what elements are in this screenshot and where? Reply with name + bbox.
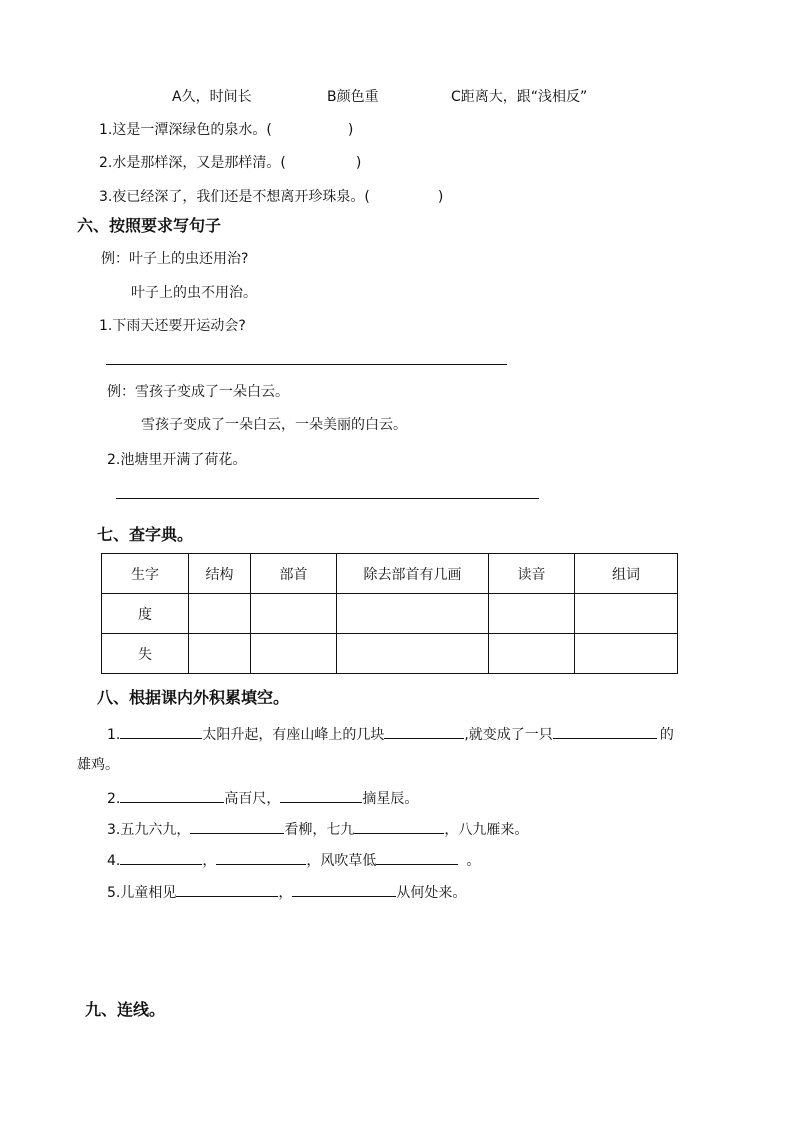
header-cell: 生字 — [102, 554, 189, 594]
answer-cell[interactable] — [251, 594, 337, 634]
section-nine-title: 九、连线。 — [85, 1000, 166, 1019]
char-cell: 失 — [102, 634, 189, 674]
char-cell: 度 — [102, 594, 189, 634]
answer-line[interactable] — [106, 364, 507, 365]
fill-text: 5.儿童相见 — [107, 885, 177, 901]
fill-text: 4. — [107, 853, 121, 869]
answer-cell[interactable] — [337, 594, 489, 634]
fill-line-four — [107, 850, 480, 870]
answer-cell[interactable] — [251, 634, 337, 674]
example-two-answer: 雪孩子变成了一朵白云，一朵美丽的白云。 — [141, 417, 407, 433]
question-close: ) — [355, 155, 362, 171]
question-two: 2.池塘里开满了荷花。 — [107, 452, 247, 468]
fill-text: 。 — [466, 853, 481, 869]
fill-text: 从何处来。 — [396, 885, 467, 901]
fill-line-one — [107, 724, 674, 744]
fill-text: 高百尺， — [224, 791, 281, 807]
fill-blank[interactable] — [120, 724, 202, 739]
table-row — [102, 634, 678, 674]
header-cell: 组词 — [575, 554, 678, 594]
example-one-label: 例：叶子上的虫还用治? — [101, 251, 249, 267]
fill-blank[interactable] — [120, 788, 224, 803]
fill-line-one-continued: 雄鸡。 — [77, 757, 119, 773]
question-text: 1.这是一潭深绿色的泉水。( — [99, 122, 272, 138]
fill-blank[interactable] — [280, 788, 362, 803]
example-one-answer: 叶子上的虫不用治。 — [131, 285, 257, 301]
fill-blank[interactable] — [384, 724, 464, 739]
fill-text: ，风吹草低 — [306, 853, 377, 869]
answer-cell[interactable] — [575, 594, 678, 634]
table-row — [102, 594, 678, 634]
fill-blank[interactable] — [216, 850, 306, 865]
question-one: 1.下雨天还要开运动会? — [99, 318, 246, 334]
question-close: ) — [347, 122, 354, 138]
fill-text: ,就变成了一只 — [464, 727, 553, 743]
table-header-row — [102, 554, 678, 594]
answer-cell[interactable] — [189, 634, 251, 674]
answer-cell[interactable] — [337, 634, 489, 674]
question-item — [99, 154, 361, 172]
fill-text: 3.五九六九， — [107, 822, 191, 838]
header-cell: 读音 — [489, 554, 575, 594]
fill-text: ， — [202, 853, 217, 869]
fill-line-two — [107, 788, 418, 808]
fill-blank[interactable] — [376, 850, 458, 865]
question-close: ) — [437, 189, 444, 205]
fill-blank[interactable] — [120, 850, 202, 865]
answer-cell[interactable] — [489, 594, 575, 634]
question-item — [99, 188, 443, 206]
section-eight-title: 八、根据课内外积累填空。 — [97, 688, 290, 707]
fill-line-three — [107, 819, 528, 839]
fill-text: ， — [278, 885, 293, 901]
answer-cell[interactable] — [575, 634, 678, 674]
option-b: B颜色重 — [327, 89, 379, 105]
dictionary-table — [101, 553, 678, 674]
fill-blank[interactable] — [354, 819, 444, 834]
fill-text: 2. — [107, 791, 121, 807]
question-item — [99, 121, 353, 139]
question-text: 3.夜已经深了，我们还是不想离开珍珠泉。( — [99, 189, 370, 205]
section-seven-title: 七、查字典。 — [97, 525, 194, 544]
fill-text: 摘星辰。 — [362, 791, 419, 807]
question-text: 2.水是那样深，又是那样清。( — [99, 155, 286, 171]
fill-line-five — [107, 882, 466, 902]
answer-cell[interactable] — [189, 594, 251, 634]
option-a: A久，时间长 — [172, 89, 252, 105]
header-cell: 结构 — [189, 554, 251, 594]
answer-line[interactable] — [116, 498, 539, 499]
fill-text: 太阳升起，有座山峰上的几块 — [202, 727, 385, 743]
fill-blank[interactable] — [292, 882, 396, 897]
option-c: C距离大，跟“浅相反” — [451, 89, 588, 105]
header-cell: 部首 — [251, 554, 337, 594]
fill-text: ，八九雁来。 — [444, 822, 529, 838]
answer-cell[interactable] — [489, 634, 575, 674]
header-cell: 除去部首有几画 — [337, 554, 489, 594]
fill-text: 看柳，七九 — [284, 822, 355, 838]
example-two-label: 例：雪孩子变成了一朵白云。 — [107, 384, 289, 400]
section-six-title: 六、按照要求写句子 — [77, 216, 222, 235]
fill-text: 1. — [107, 727, 121, 743]
fill-blank[interactable] — [190, 819, 284, 834]
fill-blank[interactable] — [553, 724, 657, 739]
fill-blank[interactable] — [176, 882, 278, 897]
fill-text: 的 — [659, 727, 674, 743]
